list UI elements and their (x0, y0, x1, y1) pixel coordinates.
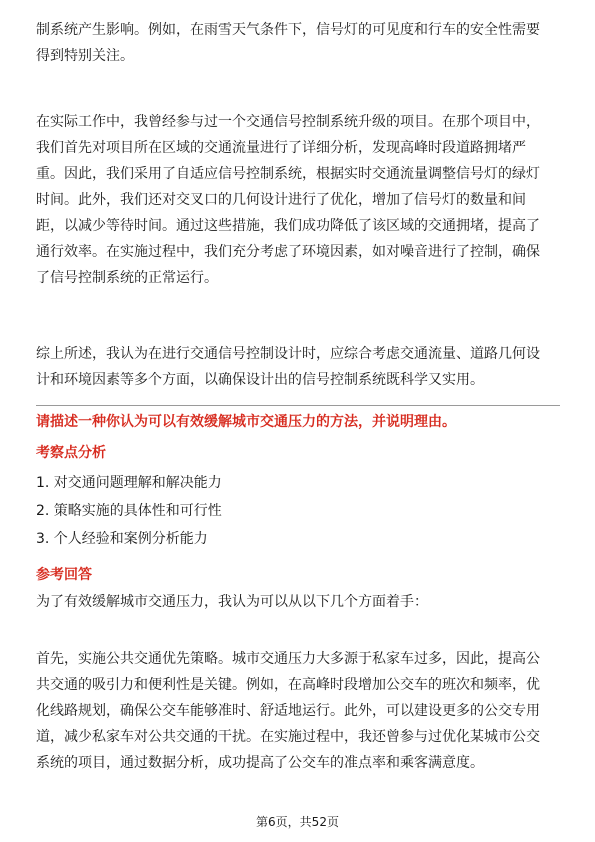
analysis-item: 3. 个人经验和案例分析能力 (36, 531, 208, 547)
question-title: 请描述一种你认为可以有效缓解城市交通压力的方法，并说明理由。 (36, 414, 456, 430)
answer-intro: 为了有效缓解城市交通压力，我认为可以从以下几个方面着手： (36, 594, 428, 610)
analysis-list (36, 469, 560, 553)
analysis-item: 2. 策略实施的具体性和可行性 (36, 503, 222, 519)
section-divider (36, 405, 560, 406)
answer-heading: 参考回答 (36, 567, 92, 583)
answer-body: 首先，实施公共交通优先策略。城市交通压力大多源于私家车过多，因此，提高公 共交通的吸引力和便利性是关键。例如，在高峰时段增加公交车的班次和频率，优 化线路规划，确保公交车能够准时、舒适地运行。此外，可以建设更多的公交专用 道，减少私家车对公共交通的干扰。在实施过程中，我还曾参与过优化某城市公交 系统的项目，通过数据分析，成功提高了公交车的准点率和乘客满意度。 (36, 651, 540, 771)
paragraph-summary: 综上所述，我认为在进行交通信号控制设计时，应综合考虑交通流量、道路几何设 计和环境因素等多个方面，以确保设计出的信号控制系统既科学又实用。 (36, 346, 540, 388)
paragraph-continuation: 制系统产生影响。例如，在雨雪天气条件下，信号灯的可见度和行车的安全性需要 得到特别关注。 (36, 22, 540, 64)
page-number-footer: 第6页，共52页 (256, 815, 339, 829)
analysis-item: 1. 对交通问题理解和解决能力 (36, 475, 222, 491)
analysis-heading: 考察点分析 (36, 445, 106, 461)
paragraph-project-experience: 在实际工作中，我曾经参与过一个交通信号控制系统升级的项目。在那个项目中， 我们首先对项目所在区域的交通流量进行了详细分析，发现高峰时段道路拥堵严 重。因此，我们采用了自适应信号控制系统，根据实时交通流量调整信号灯的绿灯 时间。此外，我们还对交叉口的几何设计进行了优化，增加了信号灯的数量和间 距，以减少等待时间。通过这些措施，我们成功降低了该区域的交通拥堵，提高了 通行效率。在实施过程中，我们充分考虑了环境因素，如对噪音进行了控制，确保 了信号控制系统的正常运行。 (36, 114, 540, 286)
